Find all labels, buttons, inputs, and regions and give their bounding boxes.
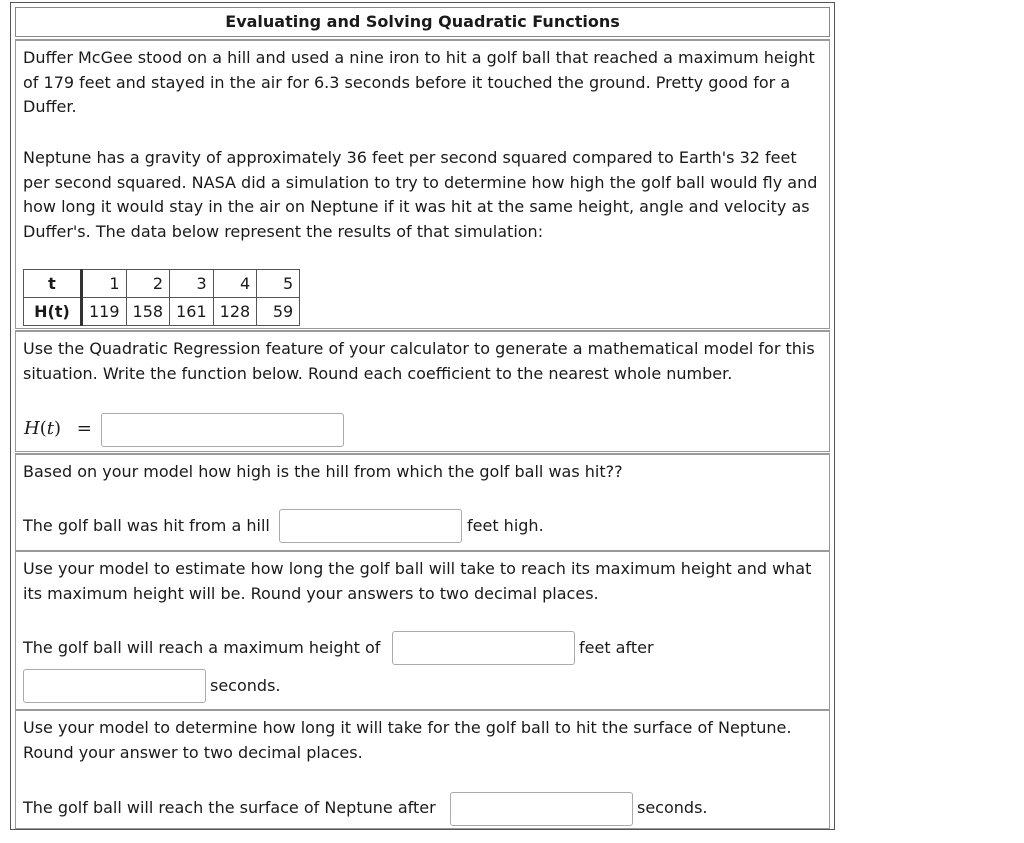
- table-cell: 4: [213, 270, 257, 298]
- function-variable: t: [46, 418, 54, 439]
- equals-sign: =: [76, 418, 92, 439]
- table-cell: 2: [126, 270, 170, 298]
- table-header-h: H(t): [24, 298, 82, 326]
- question-4-trail: seconds.: [637, 798, 708, 817]
- question-1-prompt: Use the Quadratic Regression feature of your calculator to generate a mathematical model for this situation. Write the function below. Round each coefficient to the nearest whole number.: [23, 339, 815, 383]
- question-4-lead: The golf ball will reach the surface of Neptune after: [23, 798, 436, 817]
- question-2-lead: The golf ball was hit from a hill: [23, 516, 270, 535]
- question-3-prompt: Use your model to estimate how long the golf ball will take to reach its maximum height and what its maximum height will be. Round your answers to two decimal places.: [23, 559, 812, 603]
- question-3-lead: The golf ball will reach a maximum height of: [23, 638, 381, 657]
- table-cell: 119: [82, 298, 127, 326]
- table-cell: 3: [170, 270, 214, 298]
- question-3-mid: feet after: [579, 638, 654, 657]
- function-label: H(t) =: [24, 418, 92, 439]
- table-cell: 161: [170, 298, 214, 326]
- function-name: H: [24, 418, 40, 439]
- hill-height-input[interactable]: [279, 509, 462, 543]
- surface-time-input[interactable]: [450, 792, 633, 826]
- table-cell: 59: [257, 298, 300, 326]
- table-row-h: [24, 298, 300, 326]
- table-row-t: [24, 270, 300, 298]
- table-cell: 1: [82, 270, 127, 298]
- simulation-data-table: [23, 269, 300, 326]
- table-cell: 5: [257, 270, 300, 298]
- question-3-section: [15, 550, 830, 710]
- table-cell: 128: [213, 298, 257, 326]
- question-2-section: [15, 453, 830, 551]
- question-2-prompt: Based on your model how high is the hill from which the golf ball was hit??: [23, 462, 623, 481]
- table-header-t: t: [24, 270, 82, 298]
- intro-paragraph-2: Neptune has a gravity of approximately 36 feet per second squared compared to Earth's 32 feet per second squared. NASA did a simulation to try to determine how high the golf ball would fly and how long it would stay in the air on Neptune if it was hit at the same height, angle and velocity as Duffer's. The data below represent the results of that simulation:: [23, 148, 818, 241]
- table-cell: 158: [126, 298, 170, 326]
- max-height-time-input[interactable]: [23, 669, 206, 703]
- question-3-trail: seconds.: [210, 676, 281, 695]
- problem-container: [10, 2, 835, 830]
- intro-section: [15, 39, 830, 329]
- function-answer-input[interactable]: [101, 413, 344, 447]
- page-title: Evaluating and Solving Quadratic Functions: [15, 7, 830, 37]
- question-4-section: [15, 709, 830, 829]
- max-height-input[interactable]: [392, 631, 575, 665]
- question-2-trail: feet high.: [467, 516, 544, 535]
- question-4-prompt: Use your model to determine how long it will take for the golf ball to hit the surface of Neptune. Round your answer to two decimal places.: [23, 718, 792, 762]
- intro-paragraph-1: Duffer McGee stood on a hill and used a nine iron to hit a golf ball that reached a maximum height of 179 feet and stayed in the air for 6.3 seconds before it touched the ground. Pretty good for a Duffer.: [23, 48, 815, 116]
- question-1-section: [15, 330, 830, 452]
